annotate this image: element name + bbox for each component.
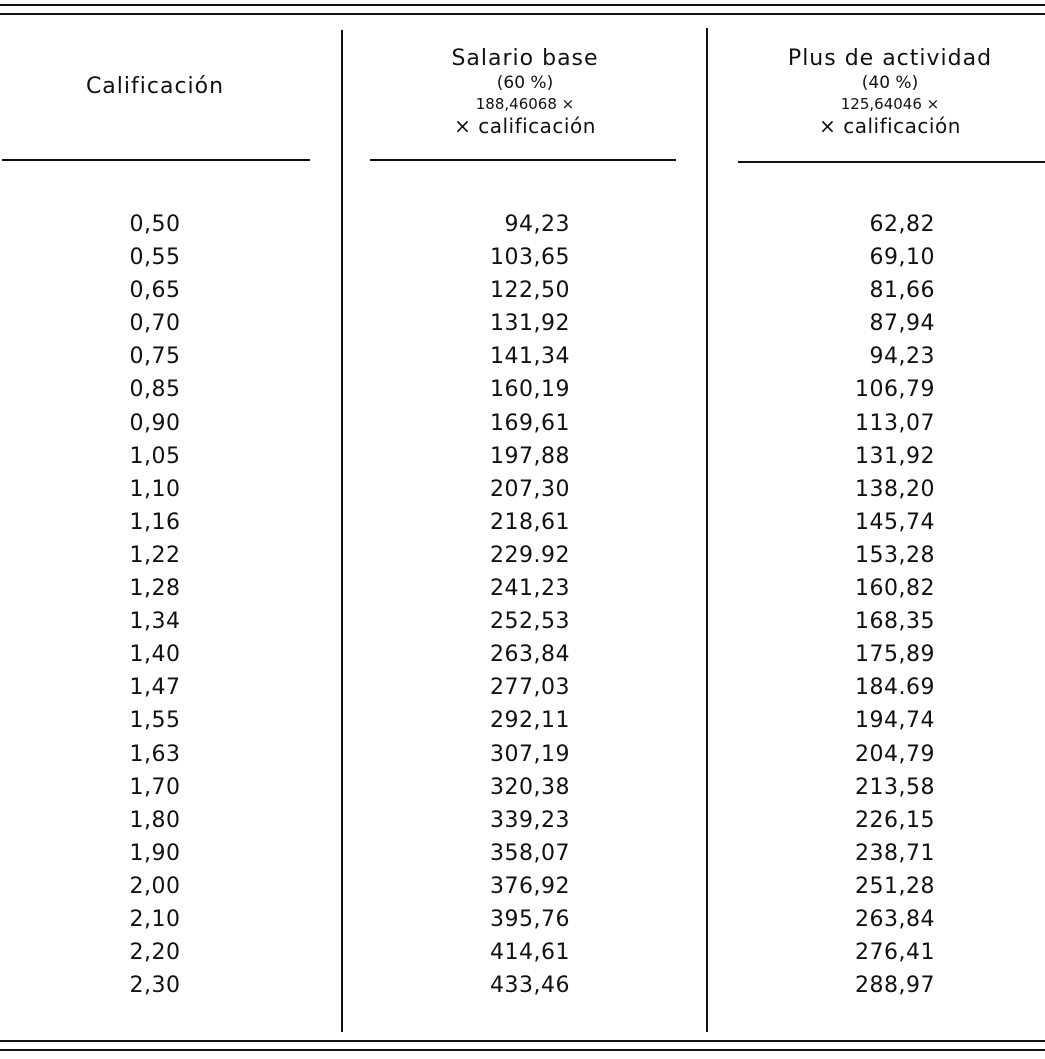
table-cell-calificacion: 2,10 (129, 906, 181, 932)
table-cell-plus-actividad: 113,07 (855, 410, 935, 436)
table-cell-calificacion: 0,85 (129, 377, 181, 403)
table-cell-calificacion: 1,55 (129, 708, 181, 734)
bottom-rule-1 (0, 1040, 1045, 1042)
table-cell-salario-base: 141,34 (490, 344, 570, 370)
table-cell-plus-actividad: 226,15 (855, 807, 935, 833)
table-cell-salario-base: 197,88 (490, 443, 570, 469)
table-cell-calificacion: 0,75 (129, 344, 181, 370)
table-cell-plus-actividad: 131,92 (855, 443, 935, 469)
table-cell-salario-base: 414,61 (490, 940, 570, 966)
table-cell-calificacion: 0,90 (129, 410, 181, 436)
table-cell-calificacion: 1,63 (129, 741, 181, 767)
header-salario-base (380, 46, 670, 138)
table-cell-calificacion: 1,40 (129, 642, 181, 668)
salario-title: Salario base (451, 46, 599, 71)
table-cell-calificacion: 1,22 (129, 542, 181, 568)
table-cell-calificacion: 2,00 (129, 873, 181, 899)
table-cell-calificacion: 0,70 (129, 311, 181, 337)
table-cell-calificacion: 1,10 (129, 476, 181, 502)
header-underline-2 (370, 159, 676, 161)
table-cell-calificacion: 1,70 (129, 774, 181, 800)
table-cell-salario-base: 160,19 (490, 377, 570, 403)
header-calificacion-label: Calificación (85, 74, 225, 99)
table-cell-salario-base: 277,03 (490, 675, 570, 701)
table-cell-calificacion: 0,55 (129, 245, 181, 271)
table-cell-salario-base: 320,38 (490, 774, 570, 800)
column-divider-1 (341, 30, 343, 1032)
top-rule-1 (0, 4, 1045, 6)
salario-factor: 188,46068 × (475, 95, 575, 113)
table-cell-plus-actividad: 94,23 (869, 344, 935, 370)
table-cell-plus-actividad: 153,28 (855, 542, 935, 568)
table-cell-plus-actividad: 87,94 (869, 311, 935, 337)
plus-pct: (40 %) (861, 73, 919, 93)
table-cell-salario-base: 252,53 (490, 609, 570, 635)
table-cell-calificacion: 2,20 (129, 940, 181, 966)
table-cell-calificacion: 1,05 (129, 443, 181, 469)
table-cell-plus-actividad: 213,58 (855, 774, 935, 800)
table-cell-salario-base: 433,46 (490, 973, 570, 999)
table-cell-calificacion: 0,50 (129, 212, 181, 237)
calificacion-column (90, 208, 220, 1002)
header-plus-actividad (745, 46, 1035, 138)
plus-suffix: × calificación (819, 114, 961, 138)
top-rule-2 (0, 13, 1045, 15)
table-cell-plus-actividad: 194,74 (855, 708, 935, 734)
table-cell-plus-actividad: 145,74 (855, 509, 935, 535)
table-cell-calificacion: 1,28 (129, 576, 181, 602)
table-cell-salario-base: 169,61 (490, 410, 570, 436)
table-cell-calificacion: 1,34 (129, 609, 181, 635)
table-cell-salario-base: 131,92 (490, 311, 570, 337)
header-underline-1 (2, 159, 310, 161)
header-underline-3 (738, 161, 1045, 163)
table-cell-salario-base: 376,92 (490, 873, 570, 899)
table-cell-salario-base: 241,23 (490, 576, 570, 602)
plus-actividad-column (800, 208, 935, 1002)
table-cell-plus-actividad: 168,35 (855, 609, 935, 635)
table-cell-salario-base: 229.92 (490, 542, 570, 568)
table-cell-calificacion: 1,90 (129, 840, 181, 866)
table-cell-salario-base: 103,65 (490, 245, 570, 271)
table-cell-plus-actividad: 175,89 (855, 642, 935, 668)
table-cell-salario-base: 307,19 (490, 741, 570, 767)
salario-pct: (60 %) (496, 73, 554, 93)
table-cell-salario-base: 395,76 (490, 906, 570, 932)
table-cell-salario-base: 122,50 (490, 278, 570, 304)
table-cell-calificacion: 1,80 (129, 807, 181, 833)
table-cell-salario-base: 339,23 (490, 807, 570, 833)
table-cell-plus-actividad: 106,79 (855, 377, 935, 403)
table-cell-salario-base: 207,30 (490, 476, 570, 502)
table-cell-calificacion: 1,16 (129, 509, 181, 535)
table-cell-plus-actividad: 184.69 (855, 675, 935, 701)
salario-base-column (440, 208, 570, 1002)
table-cell-calificacion: 0,65 (129, 278, 181, 304)
table-cell-plus-actividad: 276,41 (855, 940, 935, 966)
plus-factor: 125,64046 × (840, 95, 940, 113)
table-cell-salario-base: 292,11 (490, 708, 570, 734)
table-cell-salario-base: 94,23 (504, 212, 570, 237)
column-divider-2 (706, 28, 708, 1032)
header-calificacion (40, 74, 270, 100)
table-cell-plus-actividad: 288,97 (855, 973, 935, 999)
table-cell-plus-actividad: 160,82 (855, 576, 935, 602)
table-cell-plus-actividad: 62,82 (869, 212, 935, 237)
table-cell-plus-actividad: 238,71 (855, 840, 935, 866)
table-cell-calificacion: 1,47 (129, 675, 181, 701)
table-cell-salario-base: 358,07 (490, 840, 570, 866)
bottom-rule-2 (0, 1049, 1045, 1051)
table-cell-plus-actividad: 69,10 (869, 245, 935, 271)
plus-title: Plus de actividad (787, 46, 993, 71)
salario-suffix: × calificación (454, 114, 596, 138)
table-cell-plus-actividad: 263,84 (855, 906, 935, 932)
table-cell-salario-base: 263,84 (490, 642, 570, 668)
table-cell-plus-actividad: 204,79 (855, 741, 935, 767)
table-cell-plus-actividad: 81,66 (869, 278, 935, 304)
table-cell-salario-base: 218,61 (490, 509, 570, 535)
table-cell-calificacion: 2,30 (129, 973, 181, 999)
table-cell-plus-actividad: 251,28 (855, 873, 935, 899)
table-cell-plus-actividad: 138,20 (855, 476, 935, 502)
